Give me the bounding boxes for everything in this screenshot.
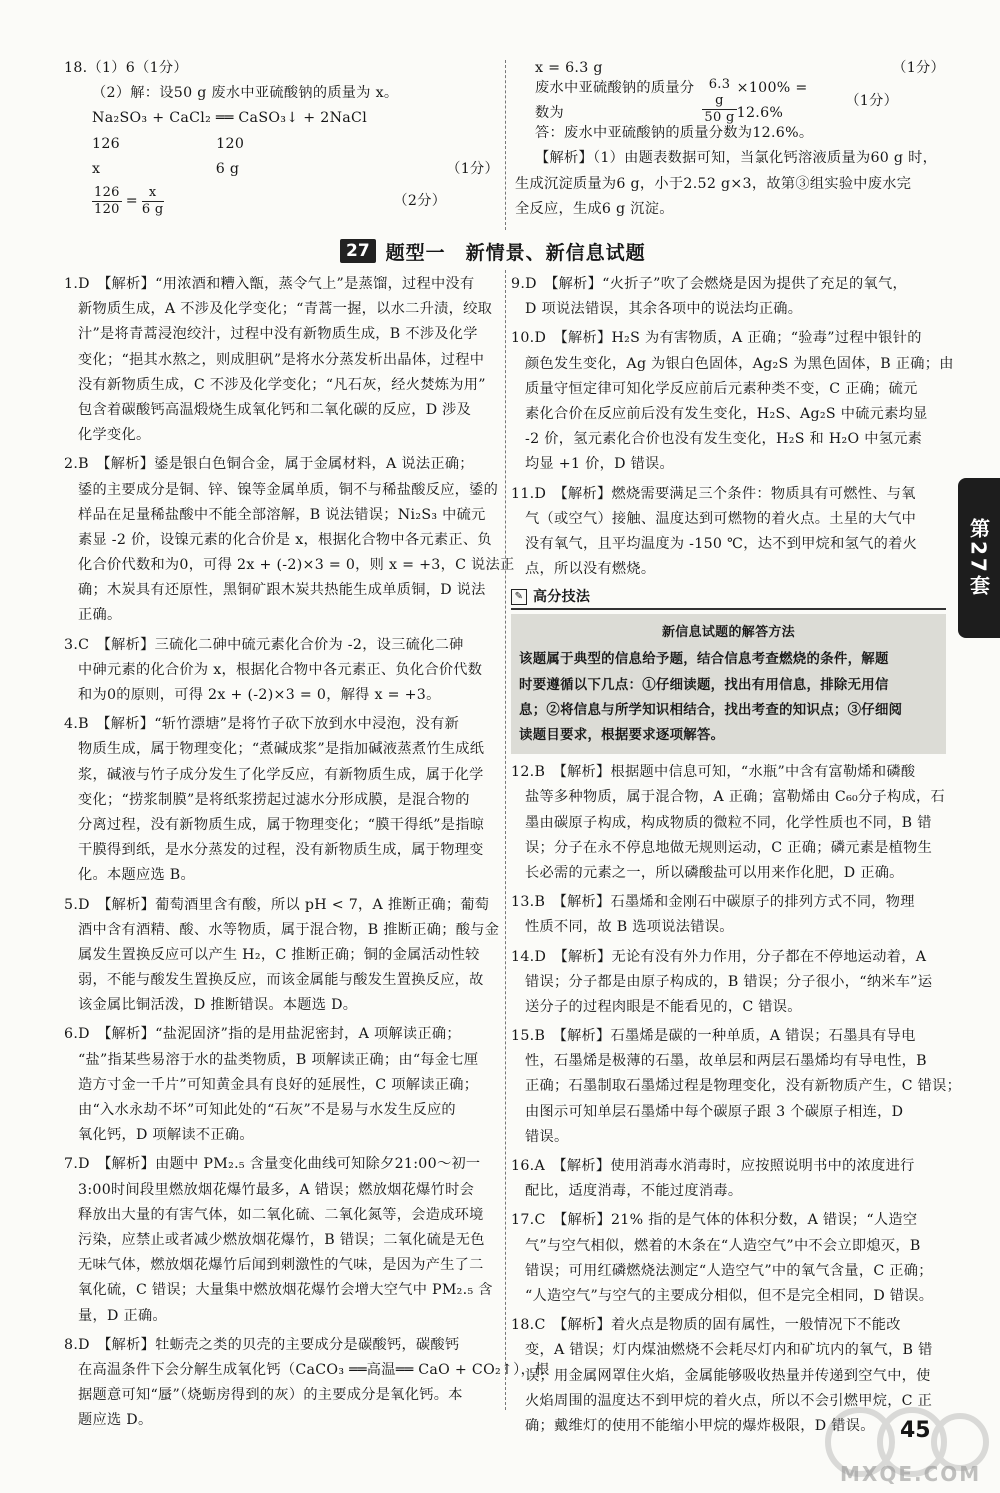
answer-line: 5.D 【解析】葡萄酒里含有酸，所以 pH < 7，A 推断正确；葡萄 xyxy=(64,896,490,913)
answer-line: 化。本题应选 B。 xyxy=(78,867,195,884)
chapter-side-tab xyxy=(958,478,1000,638)
answer-line: 素显 -2 价，设镍元素的化合价是 x，根据化合物中各元素正、负 xyxy=(78,531,492,548)
answer-item xyxy=(511,1154,946,1204)
answer-line: 9.D 【解析】“火折子”吹了会燃烧是因为提供了充足的氧气， xyxy=(511,276,908,292)
answer-line: 误；用金属网罩住火焰，金属能够吸收热量并传递到空气中，使 xyxy=(525,1367,931,1384)
answer-line: 墨由碳原子构成，构成物质的微粒不同，化学性质也不同，B 错 xyxy=(525,814,932,831)
answer-line: 均显 +1 价，D 错误。 xyxy=(525,456,675,473)
tips-line: 时要遵循以下几点：①仔细读题，找出有用信息，排除无用信 xyxy=(519,676,889,693)
answer-line: 物质生成，属于物理变化；“煮碱成浆”是指加碱液蒸煮竹生成纸 xyxy=(78,741,485,758)
answer-line: 释放出大量的有害气体，如二氧化硫、二氧化氮等，会造成环境 xyxy=(78,1206,484,1223)
answer-line: 1.D 【解析】“用浓酒和糟入甑，蒸令气上”是蒸馏，过程中没有 xyxy=(64,276,475,292)
answer-line: 属发生置换反应可以产生 H₂，C 推断正确；铜的金属活动性较 xyxy=(78,946,480,963)
answer-line: 14.D 【解析】无论有没有外力作用，分子都在不停地运动着，A xyxy=(511,948,927,965)
answer-item xyxy=(511,326,954,477)
answer-line: 15.B 【解析】石墨烯是碳的一种单质，A 错误；石墨具有导电 xyxy=(511,1028,916,1045)
answer-line: 由图示可知单层石墨烯中每个碳原子跟 3 个碳原子相连，D xyxy=(525,1103,904,1120)
answer-line: 盐等多种物质，属于混合物，A 正确；富勒烯由 C₆₀分子构成，石 xyxy=(525,789,945,806)
answer-line: 8.D 【解析】牡蛎壳之类的贝壳的主要成分是碳酸钙，碳酸钙 xyxy=(64,1336,460,1353)
answer-line: 16.A 【解析】使用消毒水消毒时，应按照说明书中的浓度进行 xyxy=(511,1158,915,1175)
answer-line: 鋈的主要成分是铜、锌、镍等金属单质，铜不与稀盐酸反应，鋈的 xyxy=(78,481,499,498)
answer-line: 题应选 D。 xyxy=(78,1412,153,1429)
answer-line: 酒中含有酒精、酸、水等物质，属于混合物，B 推断正确；酸与金 xyxy=(78,921,500,938)
answer-item xyxy=(511,272,946,322)
answer-item xyxy=(511,1208,946,1309)
answer-line: 6.D 【解析】“盐泥固济”指的是用盐泥密封，A 项解读正确； xyxy=(64,1026,461,1043)
text-line xyxy=(64,157,499,182)
section-title: 题型一 新情景、新信息试题 xyxy=(385,241,646,264)
answer-line: “盐”指某些易溶于水的盐类物质，B 项解读正确；由“每金七厘 xyxy=(78,1051,479,1068)
answer-line: 包含着碳酸钙高温煅烧生成氧化钙和二氧化碳的反应，D 涉及 xyxy=(78,401,472,418)
right-column xyxy=(511,272,962,1443)
left-column xyxy=(64,272,550,1437)
answer-line: D 项说法错误，其余各项中的说法均正确。 xyxy=(525,301,803,318)
answer-line: 确；戴维灯的使用不能缩小甲烷的爆炸极限，D 错误。 xyxy=(525,1417,875,1434)
text-line: x = 6.3 g xyxy=(535,60,603,76)
answer-line: 量，D 正确。 xyxy=(78,1307,167,1324)
answer-line: 10.D 【解析】H₂S 为有害物质，A 正确；“验毒”过程中银针的 xyxy=(511,330,922,347)
answer-line: 气（或空气）接触、温度达到可燃物的着火点。土星的大气中 xyxy=(525,510,917,527)
answer-line: 4.B 【解析】“斩竹漂塘”是将竹子砍下放到水中浸泡，没有新 xyxy=(64,716,460,733)
answer-line: 化合价代数和为0，可得 2x + (-2)×3 = 0，则 x = +3，C 说法正 xyxy=(78,557,515,574)
answer-line: 污染，应禁止或者减少燃放烟花爆竹，B 错误；二氧化硫是无色 xyxy=(78,1231,485,1248)
column-divider xyxy=(505,60,506,230)
answer-line: 送分子的过程肉眼是不能看见的，C 错误。 xyxy=(525,998,802,1015)
answer-item xyxy=(64,1152,494,1328)
answer-line: 错误；分子都是由原子构成的，B 错误；分子很小，“纳米车”运 xyxy=(525,973,933,990)
answer-item xyxy=(64,1022,494,1148)
answer-line: 7.D 【解析】由题中 PM₂.₅ 含量变化曲线可知除夕21:00～初一 xyxy=(64,1156,481,1173)
answer-line: 颜色发生变化，Ag 为银白色固体，Ag₂S 为黑色固体，B 正确；由 xyxy=(525,355,954,372)
chemical-equation: Na₂SO₃ + CaCl₂ ══ CaSO₃↓ + 2NaCl xyxy=(92,110,368,127)
answer-line: 氧化钙，D 项解读不正确。 xyxy=(78,1127,254,1144)
tips-line: 该题属于典型的信息给予题，结合信息考查燃烧的条件，解题 xyxy=(519,651,889,668)
watermark-text: MXQE.COM xyxy=(840,1462,982,1486)
answer-item xyxy=(511,945,946,1021)
answer-line: 分离过程，没有新物质生成，属于物理变化；“膜干得纸”是指晾 xyxy=(78,816,485,833)
answer-line: 素化合价在反应前后没有发生变化，H₂S、Ag₂S 中硫元素均显 xyxy=(525,405,928,422)
answer-line: 由“入水永劫不坏”可知此处的“石灰”不是易与水发生反应的 xyxy=(78,1102,456,1118)
answer-line: -2 价，氢元素化合价也没有发生变化，H₂S 和 H₂O 中氢元素 xyxy=(525,431,923,448)
tips-body xyxy=(511,614,946,754)
answer-line: 2.B 【解析】鋈是银白色铜合金，属于金属材料，A 说法正确； xyxy=(64,456,474,473)
answer-item xyxy=(64,1333,550,1434)
text-line: 126 120 xyxy=(92,135,245,152)
tips-header xyxy=(511,586,946,610)
answer-line: 误；分子在永不停息地做无规则运动，C 正确；磷元素是植物生 xyxy=(525,839,933,856)
answer-line: 干膜得到纸，是水分蒸发的过程，没有新物质生成，属于物理变 xyxy=(78,842,484,859)
answer-line: 错误。 xyxy=(525,1128,569,1145)
answer-item xyxy=(64,272,494,448)
text-line: 【解析】（1）由题表数据可知，当氯化钙溶液质量为60 g 时， xyxy=(535,150,938,167)
answer-line: 3:00时间段里燃放烟花爆竹最多，A 错误；燃放烟花爆竹时会 xyxy=(78,1181,475,1198)
answer-item xyxy=(511,760,946,886)
score-mark: （1分） xyxy=(845,92,899,109)
answer-line: 该金属比铜活泼，D 推断错误。本题选 D。 xyxy=(78,997,358,1014)
answer-line: 错误；可用红磷燃烧法测定“人造空气”中的氧气含量，C 正确； xyxy=(525,1262,933,1279)
text-line: 生成沉淀质量为6 g，小于2.52 g×3，故第③组实验中废水完 xyxy=(515,175,912,192)
answer-item xyxy=(64,452,515,628)
answer-line: 气”与空气相似，燃着的木条在“人造空气”中不会立即熄灭，B xyxy=(525,1237,921,1254)
answer-line: 性，石墨烯是极薄的石墨，故单层和两层石墨烯均有导电性，B xyxy=(525,1053,927,1070)
answer-line: 变化；“挹其水熬之，则成胆矾”是将水分蒸发析出晶体，过程中 xyxy=(78,351,485,368)
answer-line: 浆，碱液与竹子成分发生了化学反应，有新物质生成，属于化学 xyxy=(78,766,484,783)
answer-line: 变化；“捞浆制膜”是将纸浆捞起过滤水分形成膜，是混合物的 xyxy=(78,791,470,808)
answer-line: 氧化硫，C 错误；大量集中燃放烟花爆竹会增大空气中 PM₂.₅ 含 xyxy=(78,1282,493,1299)
fraction: $\frac{126}{120}$ xyxy=(94,185,120,218)
answer-line: 和为0的原则，可得 2x + (-2)×3 = 0，解得 x = +3。 xyxy=(78,687,441,703)
tips-line: 读题目要求，根据要求逐项解答。 xyxy=(519,727,725,744)
score-mark: （1分） xyxy=(446,160,499,177)
answer-line: 没有新物质生成，C 不涉及化学变化；“凡石灰，经火焚炼为用” xyxy=(78,376,486,393)
fraction: $\frac{6.3 g}{50 g}$ xyxy=(702,77,736,126)
pencil-icon: ✎ xyxy=(511,589,527,605)
text-line: 全反应，生成6 g 沉淀。 xyxy=(515,200,674,217)
text-line: 废水中亚硫酸钠的质量分数为 xyxy=(535,79,695,122)
answer-item xyxy=(511,890,946,940)
equals-sign: = xyxy=(125,193,138,210)
proportion-equation xyxy=(64,182,446,222)
answer-line: 化学变化。 xyxy=(78,427,151,444)
text-line: x 6 g xyxy=(92,160,240,177)
answer-group xyxy=(511,760,962,1439)
answer-line: 确；木炭具有还原性，黑铜矿跟木炭共热能生成单质铜，D 说法 xyxy=(78,582,486,599)
answer-line: 变，A 错误；灯内煤油燃烧不会耗尽灯内和矿坑内的氧气，B 错 xyxy=(525,1342,933,1359)
answer-line: 点，所以没有燃烧。 xyxy=(525,561,656,578)
tips-header-label: 高分技法 xyxy=(533,588,591,605)
page-number: 45 xyxy=(900,1418,931,1443)
answer-line: 汁”是将青蒿浸泡绞汁，过程中没有新物质生成，B 不涉及化学 xyxy=(78,326,478,343)
chapter-side-tab-label: 第27套 xyxy=(966,518,991,598)
section-number-badge: 27 xyxy=(340,239,376,263)
answer-line: 无味气体，燃放烟花爆竹后闻到刺激性的气味，是因为产生了二 xyxy=(78,1257,484,1274)
tips-box xyxy=(511,586,946,754)
answer-line: 长必需的元素之一，所以磷酸盐可以用来作化肥，D 正确。 xyxy=(525,864,904,881)
answer-line: 质量守恒定律可知化学反应前后元素种类不变，C 正确；硫元 xyxy=(525,380,918,397)
section-header xyxy=(340,236,646,266)
answer-line: 17.C 【解析】21% 指的是气体的体积分数，A 错误；“人造空 xyxy=(511,1212,918,1229)
answer-line: 弱，不能与酸发生置换反应，而该金属能与酸发生置换反应，故 xyxy=(78,972,484,989)
answer-item xyxy=(64,712,494,888)
tips-line: 息；②将信息与所学知识相结合，找出考查的知识点；③仔细阅 xyxy=(519,701,903,718)
answer-item xyxy=(511,482,946,583)
q18-solution-left xyxy=(64,56,499,222)
column-divider xyxy=(505,270,506,1410)
answer-line: 3.C 【解析】三硫化二砷中硫元素化合价为 -2，设三硫化二砷 xyxy=(64,636,464,653)
answer-line: 在高温条件下会分解生成氧化钙（CaCO₃ ══高温══ CaO + CO₂↑），根 xyxy=(78,1361,550,1378)
tips-title: 新信息试题的解答方法 xyxy=(661,625,795,641)
q18-solution-right xyxy=(515,56,945,222)
answer-line: 12.B 【解析】根据题中信息可知，“水瓶”中含有富勒烯和磷酸 xyxy=(511,764,916,781)
answer-item xyxy=(511,1024,962,1150)
answer-line: 正确。 xyxy=(78,607,122,624)
mass-fraction-line xyxy=(515,76,899,125)
answer-line: “人造空气”与空气的主要成分相似，但不是完全相同，D 错误。 xyxy=(525,1287,934,1304)
answer-line: 火焰周围的温度达不到甲烷的着火点，所以不会引燃甲烷，C 正 xyxy=(525,1392,933,1409)
answer-line: 据题意可知“蜃”（烧蛎房得到的灰）的主要成分是氧化钙。本 xyxy=(78,1387,463,1404)
text-line: （2）解：设50 g 废水中亚硫酸钠的质量为 x。 xyxy=(92,85,399,102)
answer-line: 13.B 【解析】石墨烯和金刚石中碳原子的排列方式不同，物理 xyxy=(511,894,915,911)
score-mark: （2分） xyxy=(393,193,447,210)
answer-item xyxy=(64,633,494,709)
text-line: 18.（1）6（1分） xyxy=(64,60,188,76)
answer-line: 造方寸金一千片”可知黄金具有良好的延展性，C 项解读正确； xyxy=(78,1076,479,1093)
answer-line: 正确；石墨制取石墨烯过程是物理变化，没有新物质产生，C 错误； xyxy=(525,1078,962,1095)
answer-line: 18.C 【解析】着火点是物质的固有属性，一般情况下不能改 xyxy=(511,1317,901,1334)
answer-line: 新物质生成，A 不涉及化学变化；“青蒿一握，以水二升渍，绞取 xyxy=(78,301,493,318)
answer-line: 配比，适度消毒，不能过度消毒。 xyxy=(525,1183,743,1200)
text-line: 答：废水中亚硫酸钠的质量分数为12.6%。 xyxy=(535,125,814,142)
score-mark: （1分） xyxy=(892,60,945,76)
answer-item xyxy=(64,893,500,1019)
answer-line: 11.D 【解析】燃烧需要满足三个条件：物质具有可燃性、与氧 xyxy=(511,485,916,502)
text-line: ×100% = 12.6% xyxy=(736,79,808,122)
answer-line: 中砷元素的化合价为 x，根据化合物中各元素正、负化合价代数 xyxy=(78,661,483,678)
answer-line: 没有氧气，且平均温度为 -150 ℃，达不到甲烷和氢气的着火 xyxy=(525,535,918,552)
fraction: $\frac{x}{6 g}$ xyxy=(141,185,164,218)
answer-line: 性质不同，故 B 选项说法错误。 xyxy=(525,919,734,936)
answer-line: 样品在足量稀盐酸中不能全部溶解，B 说法错误；Ni₂S₃ 中硫元 xyxy=(78,506,486,523)
answer-group xyxy=(511,272,954,582)
